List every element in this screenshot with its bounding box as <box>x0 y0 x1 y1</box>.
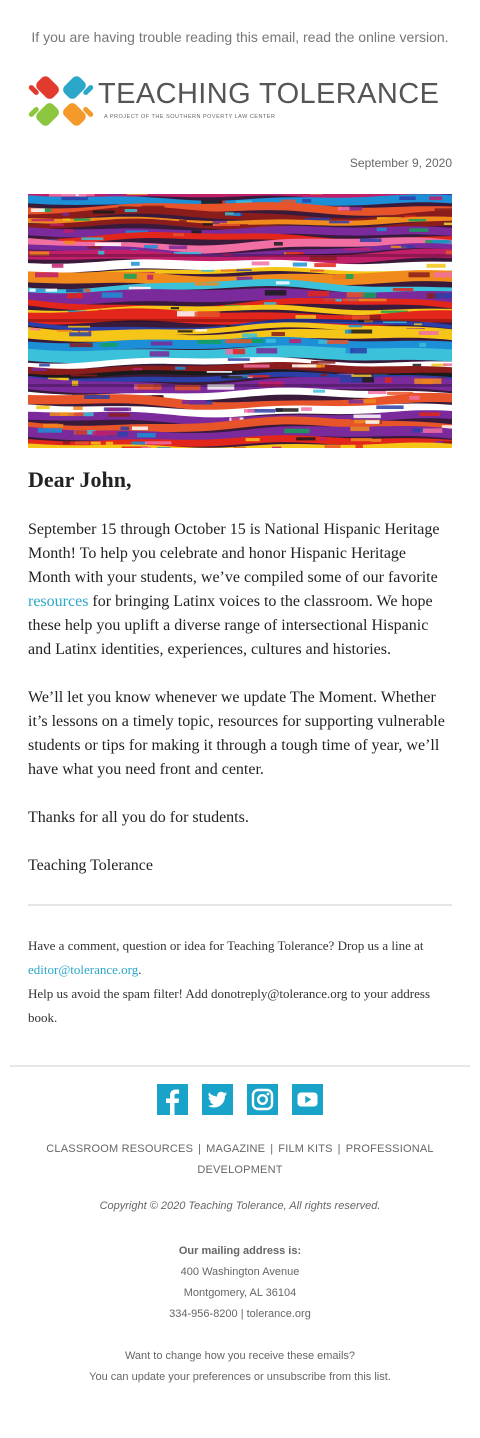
nav-separator: | <box>270 1143 274 1155</box>
twitter-icon <box>202 1084 233 1115</box>
divider <box>10 1065 470 1067</box>
social-links <box>0 1084 480 1115</box>
prefs-link[interactable]: You can update your preferences or unsubscribe from this list. <box>89 1371 391 1383</box>
editor-email-link[interactable]: editor@tolerance.org <box>28 962 139 977</box>
teaching-tolerance-logo[interactable] <box>28 68 440 136</box>
footer-note <box>28 934 452 1030</box>
nav-magazine[interactable]: MAGAZINE <box>206 1143 266 1155</box>
instagram-icon <box>247 1084 278 1115</box>
nav-classroom-resources[interactable]: CLASSROOM RESOURCES <box>46 1143 194 1155</box>
divider <box>28 904 452 906</box>
email-body <box>28 464 452 902</box>
nav-film-kits[interactable]: FILM KITS <box>278 1143 333 1155</box>
paragraph-1 <box>28 518 452 662</box>
resources-link[interactable]: resources <box>28 593 89 610</box>
nav-separator: | <box>198 1143 202 1155</box>
copyright: Copyright © 2020 Teaching Tolerance, All rights reserved. <box>99 1200 381 1212</box>
address-heading: Our mailing address is: <box>178 1245 302 1257</box>
facebook-icon <box>157 1084 188 1115</box>
youtube-link[interactable] <box>292 1084 323 1115</box>
contact-line-end: . <box>138 962 142 977</box>
greeting: Dear John, <box>28 467 132 492</box>
paragraph-1-text-a: September 15 through October 15 is National Hispanic Heritage Month! To help you celebrate and honor Hispanic Heritage Month with your students, we’ve compiled some of our favorite <box>28 521 440 586</box>
contact-line-text: Have a comment, question or idea for Teaching Tolerance? Drop us a line at <box>28 938 424 953</box>
spam-filter-line: Help us avoid the spam filter! Add donotreply@tolerance.org to your address book. <box>28 986 430 1025</box>
signoff: Teaching Tolerance <box>28 857 153 874</box>
address-street: 400 Washington Avenue <box>180 1266 300 1278</box>
instagram-link[interactable] <box>247 1084 278 1115</box>
twitter-link[interactable] <box>202 1084 233 1115</box>
hero-image[interactable] <box>28 194 452 448</box>
preferences <box>0 1346 480 1388</box>
email-date: September 9, 2020 <box>349 156 452 170</box>
woven-textiles-image <box>28 194 452 448</box>
address-city: Montgomery, AL 36104 <box>183 1287 297 1299</box>
logo-title: TEACHING TOLERANCE <box>98 78 440 110</box>
youtube-icon <box>292 1084 323 1115</box>
paragraph-2: We’ll let you know whenever we update The Moment. Whether it’s lessons on a timely topic, resources for supporting vulnerable students or tips for making it through a tough time of year, we’ll have what you need front and center. <box>28 689 445 778</box>
hands-logo-icon <box>28 68 94 134</box>
paragraph-3: Thanks for all you do for students. <box>28 809 249 826</box>
nav-separator: | <box>337 1143 341 1155</box>
preheader-link[interactable]: If you are having trouble reading this email, read the online version. <box>31 29 449 45</box>
prefs-question: Want to change how you receive these emails? <box>124 1350 356 1362</box>
address-contact: 334-956-8200 | tolerance.org <box>169 1308 311 1320</box>
mailing-address <box>0 1241 480 1325</box>
facebook-link[interactable] <box>157 1084 188 1115</box>
footer-nav <box>40 1139 440 1181</box>
nav-professional-development[interactable]: PROFESSIONAL DEVELOPMENT <box>197 1143 434 1176</box>
contact-line <box>28 934 452 982</box>
logo-subtitle: A PROJECT OF THE SOUTHERN POVERTY LAW CENTER <box>104 114 276 120</box>
paragraph-1-text-b: for bringing Latinx voices to the classroom. We hope these help you uplift a diverse range of intersectional Hispanic and Latinx identities, experiences, cultures and histories. <box>28 593 433 658</box>
